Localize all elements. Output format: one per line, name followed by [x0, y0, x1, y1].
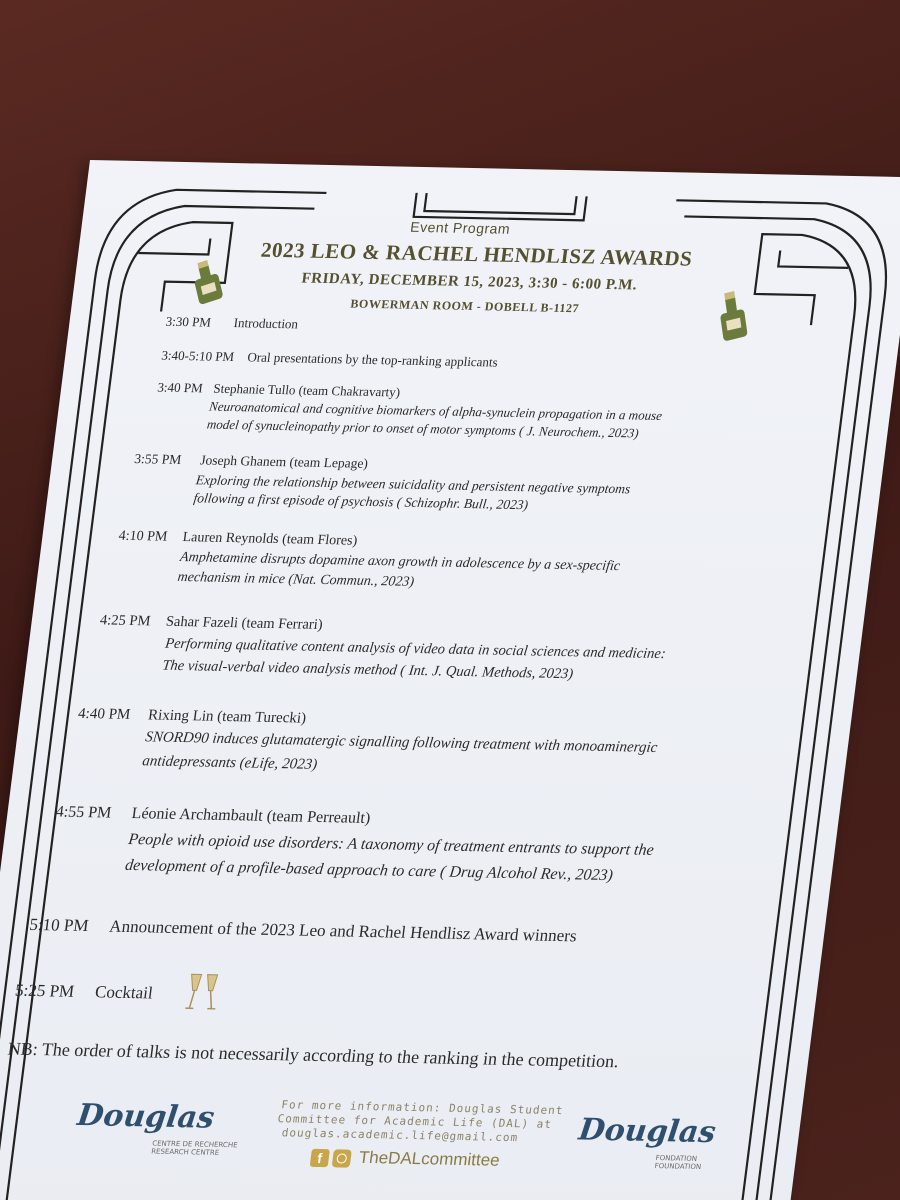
talk-time: 4:25 PM: [99, 612, 152, 630]
schedule-text: Introduction: [232, 315, 300, 332]
instagram-icon: [332, 1149, 352, 1167]
champagne-glasses-icon: [178, 968, 228, 1017]
logo-subtitle: RESEARCH CENTRE: [150, 1147, 220, 1157]
talk-time: 3:55 PM: [133, 451, 183, 467]
cocktail-text: Cocktail: [93, 982, 154, 1003]
talk-time: 3:40 PM: [156, 379, 204, 396]
talk-title-line: Amphetamine disrupts dopamine axon growth in adolescence by a sex-specific: [179, 549, 621, 575]
talk-time: 4:55 PM: [54, 803, 113, 822]
social-handle: TheDALcommittee: [357, 1147, 501, 1170]
talk-title-line: SNORD90 induces glutamatergic signalling following treatment with monoaminergic: [144, 729, 659, 756]
champagne-bottle-icon: [708, 283, 756, 344]
schedule-time: 3:30 PM: [164, 313, 212, 330]
talk-speaker: Joseph Ghanem (team Lepage): [199, 452, 369, 471]
footer-info-line: Committee for Academic Life (DAL) at: [276, 1112, 553, 1131]
program-title: 2023 LEO & RACHEL HENDLISZ AWARDS: [259, 237, 694, 271]
champagne-bottle-icon: [184, 256, 230, 307]
talk-title-line: The visual-verbal video analysis method ( Int. J. Qual. Methods, 2023): [161, 657, 575, 683]
douglas-foundation-logo: Douglas: [576, 1112, 718, 1151]
talk-title-line: Neuroanatomical and cognitive biomarkers of alpha-synuclein propagation in a mouse: [208, 398, 664, 424]
talk-title-line: model of synucleinopathy prior to onset of motor symptoms ( J. Neurochem., 2023): [206, 416, 640, 441]
program-label: Event Program: [409, 218, 512, 237]
talk-title-line: following a first episode of psychosis ( Schizophr. Bull., 2023): [192, 490, 530, 513]
program-date: FRIDAY, DECEMBER 15, 2023, 3:30 - 6:00 P.M.: [300, 270, 639, 294]
logo-subtitle: FONDATION: [655, 1154, 698, 1163]
talk-speaker: Lauren Reynolds (team Flores): [181, 530, 359, 549]
ranking-note: NB: The order of talks is not necessarily according to the ranking in the competition.: [6, 1038, 620, 1072]
talk-title-line: antidepressants (eLife, 2023): [141, 753, 319, 773]
talk-title-line: Performing qualitative content analysis of video data in social sciences and medicine:: [164, 635, 667, 663]
talk-time: 4:10 PM: [117, 528, 169, 545]
talk-title-line: mechanism in mice (Nat. Commun., 2023): [176, 569, 415, 590]
schedule-time: 3:40-5:10 PM: [160, 347, 236, 365]
footer-info-line: For more information: Douglas Student: [280, 1098, 565, 1118]
talk-title-line: development of a profile-based approach to care ( Drug Alcohol Rev., 2023): [124, 856, 614, 885]
cocktail-time: 5:25 PM: [14, 980, 76, 1001]
talk-speaker: Rixing Lin (team Turecki): [147, 707, 308, 727]
talk-speaker: Sahar Fazeli (team Ferrari): [164, 613, 324, 633]
announcement-time: 5:10 PM: [28, 914, 90, 936]
logo-subtitle: CENTRE DE RECHERCHE: [151, 1139, 239, 1150]
talk-title-line: People with opioid use disorders: A taxonomy of treatment entrants to support the: [127, 830, 655, 859]
program-sheet: [0, 160, 900, 1200]
talk-time: 4:40 PM: [77, 705, 132, 723]
talk-speaker: Léonie Archambault (team Perreault): [130, 805, 372, 827]
douglas-research-logo: Douglas: [75, 1097, 217, 1136]
talk-speaker: Stephanie Tullo (team Chakravarty): [212, 380, 402, 400]
schedule-text: Oral presentations by the top-ranking applicants: [246, 349, 499, 370]
announcement-text: Announcement of the 2023 Leo and Rachel Hendlisz Award winners: [108, 916, 578, 946]
footer-info-line: douglas.academic.life@gmail.com: [281, 1126, 519, 1145]
talk-title-line: Exploring the relationship between suicidality and persistent negative symptoms: [195, 472, 632, 497]
program-location: BOWERMAN ROOM - DOBELL B-1127: [349, 296, 580, 316]
facebook-icon: f: [310, 1149, 330, 1167]
logo-subtitle: FOUNDATION: [654, 1162, 702, 1172]
